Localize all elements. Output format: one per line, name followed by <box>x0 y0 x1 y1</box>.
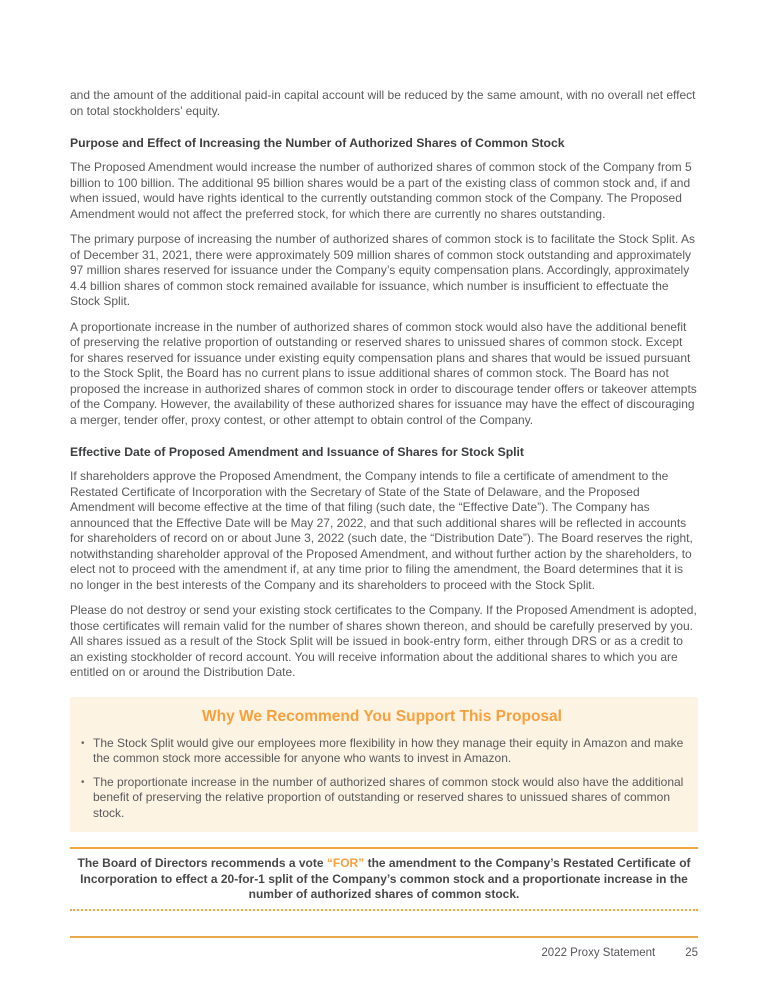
bullet-text: The Stock Split would give our employees more flexibility in how they manage their equity in Amazon and make the common stock more accessible for anyone who wants to invest in Amazon. <box>93 735 684 765</box>
board-recommendation-post: the amendment to the Company’s Restated Certificate of Incorporation to effect a 20-for-1 split of the Company’s common stock and a proportionate increase in the number of authorized shares of common stock. <box>80 856 691 901</box>
footer-label: 2022 Proxy Statement <box>541 947 656 959</box>
bullet-icon: • <box>81 776 85 788</box>
section-heading-effective-date: Effective Date of Proposed Amendment and Issuance of Shares for Stock Split <box>70 445 524 459</box>
intro-paragraph: and the amount of the additional paid-in capital account will be reduced by the same amount, with no overall net effect on total stockholders’ equity. <box>70 88 696 118</box>
list-item <box>80 736 684 767</box>
recommendation-box <box>70 697 698 833</box>
list-item <box>80 775 684 822</box>
footer-page-number: 25 <box>685 947 698 959</box>
vote-for-highlight: “FOR” <box>326 856 365 870</box>
purpose-paragraph-1: The Proposed Amendment would increase the number of authorized shares of common stock of the Company from 5 billion to 100 billion. The additional 95 billion shares would be a part of the existing class of common stock and, if and when issued, would have rights identical to the currently outstanding common stock of the Company. The Proposed Amendment would not affect the preferred stock, for which there are currently no shares outstanding. <box>70 160 692 221</box>
board-recommendation-pre: The Board of Directors recommends a vote <box>77 856 327 870</box>
purpose-paragraph-3: A proportionate increase in the number of authorized shares of common stock would also have the additional benefit of preserving the relative proportion of outstanding or reserved shares to unissued shares of common stock. Except for shares reserved for issuance under existing equity compensation plans and shares that would be issued pursuant to the Stock Split, the Board has no current plans to issue additional shares of common stock. The Board has not proposed the increase in authorized shares of common stock in order to discourage tender offers or takeover attempts of the Company. However, the availability of these authorized shares for issuance may have the effect of discouraging a merger, tender offer, proxy contest, or other attempt to obtain control of the Company. <box>70 319 697 427</box>
footer-row <box>70 947 698 959</box>
page-content <box>70 88 698 911</box>
page-footer <box>70 936 698 959</box>
effective-date-paragraph-2: Please do not destroy or send your existing stock certificates to the Company. If the Proposed Amendment is adopted, those certificates will remain valid for the number of shares shown thereon, and should be carefully preserved by you. All shares issued as a result of the Stock Split will be issued in book-entry form, either through DRS or as a credit to an existing stockholder of record account. You will receive information about the additional shares to which you are entitled on or around the Distribution Date. <box>70 603 697 679</box>
recommendation-box-title: Why We Recommend You Support This Proposal <box>202 707 562 725</box>
purpose-paragraph-2: The primary purpose of increasing the number of authorized shares of common stock is to facilitate the Stock Split. As of December 31, 2021, there were approximately 509 million shares of common stock outstanding and approximately 97 million shares reserved for issuance under the Company’s equity compensation plans. Accordingly, approximately 4.4 billion shares of common stock remained available for issuance, which number is insufficient to effectuate the Stock Split. <box>70 232 695 308</box>
recommendation-bullet-list <box>80 736 684 822</box>
section-heading-purpose: Purpose and Effect of Increasing the Number of Authorized Shares of Common Stock <box>70 136 565 150</box>
bullet-text: The proportionate increase in the number of authorized shares of common stock would also have the additional benefit of preserving the relative proportion of outstanding or reserved shares to unissued shares of common stock. <box>93 774 684 820</box>
effective-date-paragraph-1: If shareholders approve the Proposed Amendment, the Company intends to file a certificate of amendment to the Restated Certificate of Incorporation with the Secretary of State of the State of Delaware, and the Proposed Amendment will become effective at the time of that filing (such date, the “Effective Date”). The Company has announced that the Effective Date will be May 27, 2022, and that such additional shares will be reflected in accounts for shareholders of record on or about June 3, 2022 (such date, the “Distribution Date”). The Board reserves the right, notwithstanding shareholder approval of the Proposed Amendment, and without further action by the shareholders, to elect not to proceed with the amendment if, at any time prior to filing the amendment, the Board determines that it is no longer in the best interests of the Company and its shareholders to proceed with the Stock Split. <box>70 469 693 592</box>
board-recommendation <box>70 847 698 911</box>
board-recommendation-text <box>70 856 698 903</box>
bullet-icon: • <box>81 737 85 749</box>
dotted-divider <box>70 909 698 911</box>
